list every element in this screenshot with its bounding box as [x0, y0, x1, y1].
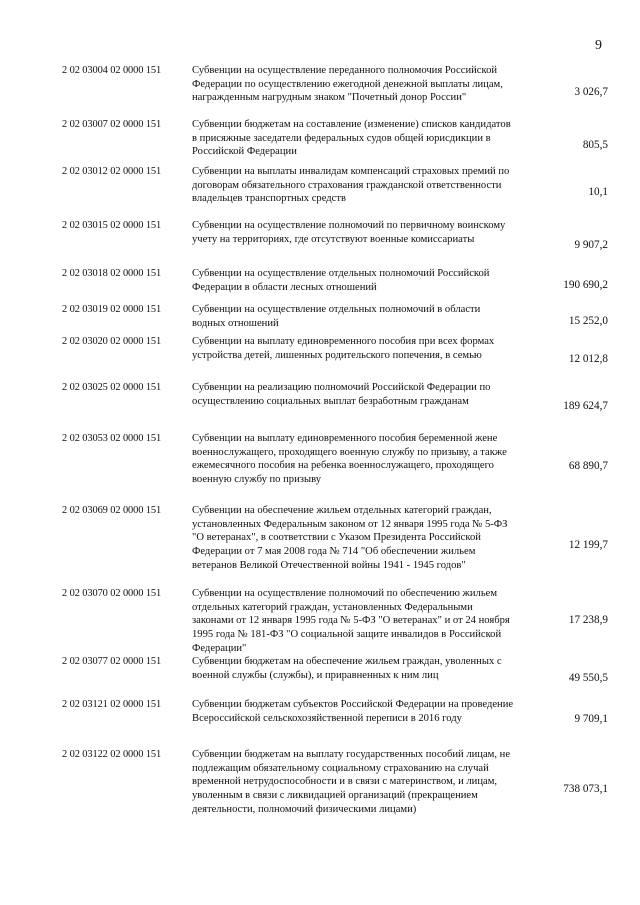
row-code: 2 02 03015 02 0000 151: [62, 220, 162, 231]
row-text: Субвенции на осуществление полномочий по первичному воинскому учету на территориях, где отсутствуют военные комиссариаты: [192, 220, 506, 245]
table-row: [62, 504, 608, 587]
row-text: Субвенции на обеспечение жильем отдельных категорий граждан, установленных Федеральным законом от 12 января 1995 года № 5-ФЗ "О ветеранах", в соответствии с Указом Президента Российской Федерации от 7 мая 2008 года № 714 "Об обеспечении жильем ветеранов Великой Отечественной войны 1941 - 1945 годов": [192, 505, 508, 571]
table-row: [62, 432, 608, 504]
table-row: [62, 748, 608, 834]
row-amount: 9 907,2: [574, 239, 608, 251]
row-code: 2 02 03122 02 0000 151: [62, 749, 162, 760]
row-amount: 738 073,1: [563, 783, 608, 795]
row-text: Субвенции на осуществление отдельных полномочий в области водных отношений: [192, 304, 481, 329]
row-code: 2 02 03019 02 0000 151: [62, 304, 162, 315]
row-amount: 12 012,8: [568, 353, 608, 365]
row-code: 2 02 03121 02 0000 151: [62, 699, 162, 710]
row-amount: 3 026,7: [574, 86, 608, 98]
row-text: Субвенции на реализацию полномочий Российской Федерации по осуществлению социальных выплат безработным гражданам: [192, 382, 491, 407]
row-text: Субвенции на осуществление отдельных полномочий Российской Федерации в области лесных отношений: [192, 268, 490, 293]
row-code: 2 02 03018 02 0000 151: [62, 268, 162, 279]
table-row: [62, 267, 608, 303]
row-code: 2 02 03007 02 0000 151: [62, 119, 162, 130]
row-text: Субвенции на выплату единовременного пособия беременной жене военнослужащего, проходящего военную службу по призыву, а также ежемесячного пособия на ребенка военнослужащего, проходящего военную службу по призыву: [192, 433, 507, 486]
row-code: 2 02 03069 02 0000 151: [62, 505, 162, 516]
row-text: Субвенции на выплаты инвалидам компенсаций страховых премий по договорам обязательного страхования гражданской ответственности владельцев транспортных средств: [192, 166, 510, 205]
table-row: [62, 587, 608, 655]
row-amount: 10,1: [588, 186, 608, 198]
row-amount: 15 252,0: [568, 315, 608, 327]
row-code: 2 02 03053 02 0000 151: [62, 433, 162, 444]
row-text: Субвенции бюджетам на составление (изменение) списков кандидатов в присяжные заседатели федеральных судов общей юрисдикции в Российской Федерации: [192, 119, 511, 158]
row-code: 2 02 03077 02 0000 151: [62, 656, 162, 667]
row-text: Субвенции на осуществление полномочий по обеспечению жильем отдельных категорий граждан, установленных Федеральными законами от 12 января 1995 года № 5-ФЗ "О ветеранах" и от 24 ноября 1995 года № 181-ФЗ "О социальной защите инвалидов в Российской Федерации": [192, 588, 510, 654]
row-amount: 9 709,1: [574, 713, 608, 725]
table-row: [62, 118, 608, 165]
row-text: Субвенции на выплату единовременного пособия при всех формах устройства детей, лишенных родительского попечения, в семью: [192, 336, 495, 361]
row-amount: 49 550,5: [568, 672, 608, 684]
row-amount: 805,5: [582, 139, 608, 151]
table-row: [62, 655, 608, 698]
subvention-table: [62, 64, 608, 834]
row-code: 2 02 03070 02 0000 151: [62, 588, 162, 599]
table-row: [62, 165, 608, 219]
row-text: Субвенции на осуществление переданного полномочия Российской Федерации по осуществлению ежегодной денежной выплаты лицам, награжденным нагрудным знаком "Почетный донор России": [192, 65, 503, 104]
row-text: Субвенции бюджетам на обеспечение жильем граждан, уволенных с военной службы (службы), и приравненных к ним лиц: [192, 656, 502, 681]
row-amount: 189 624,7: [563, 400, 608, 412]
row-code: 2 02 03025 02 0000 151: [62, 382, 162, 393]
table-row: [62, 303, 608, 335]
table-row: [62, 698, 608, 748]
row-amount: 68 890,7: [568, 460, 608, 472]
table-row: [62, 64, 608, 118]
row-text: Субвенции бюджетам субъектов Российской Федерации на проведение Всероссийской сельскохозяйственной переписи в 2016 году: [192, 699, 514, 724]
row-amount: 17 238,9: [568, 614, 608, 626]
row-code: 2 02 03020 02 0000 151: [62, 336, 162, 347]
row-text: Субвенции бюджетам на выплату государственных пособий лицам, не подлежащим обязательному социальному страхованию на случай временной нетрудоспособности и в связи с материнством, и лицам, уволенным в связи с ликвидацией организаций (прекращением деятельности, полномочий физическими лицами): [192, 749, 511, 815]
row-code: 2 02 03012 02 0000 151: [62, 166, 162, 177]
row-code: 2 02 03004 02 0000 151: [62, 65, 162, 76]
table-row: [62, 381, 608, 432]
row-amount: 12 199,7: [568, 539, 608, 551]
table-row: [62, 219, 608, 267]
table-row: [62, 335, 608, 381]
row-amount: 190 690,2: [563, 279, 608, 291]
page-number: 9: [595, 38, 602, 53]
